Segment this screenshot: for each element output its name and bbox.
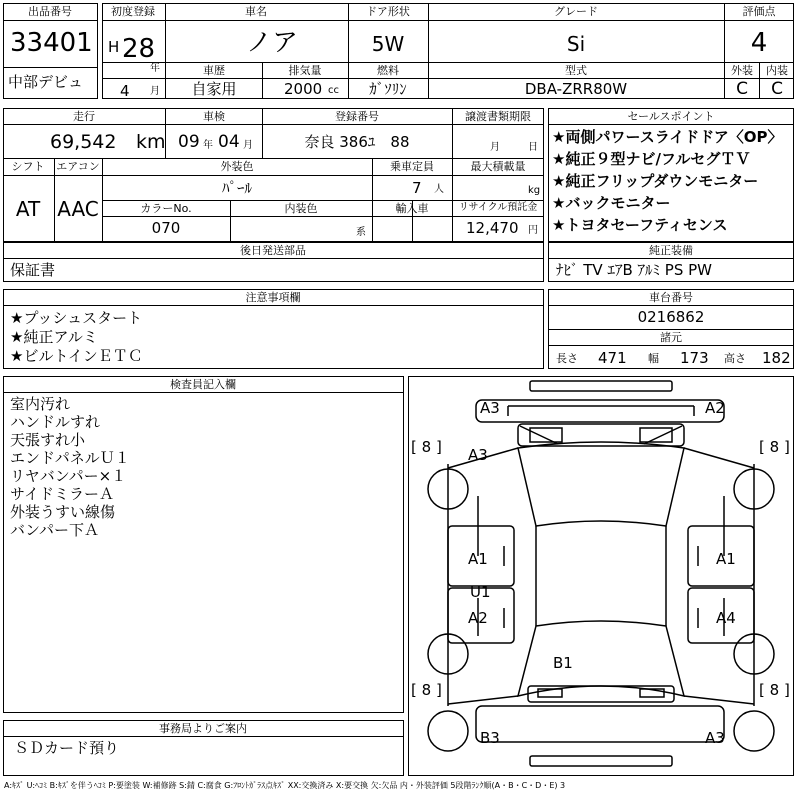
interior-color-unit: 系	[356, 227, 366, 238]
mileage: 69,542	[50, 131, 117, 153]
grade-label: グレード	[554, 5, 598, 18]
venue-name: 中部デビュ	[8, 73, 84, 91]
car-name-label: 車名	[245, 5, 267, 18]
chassis-number: 0216862	[637, 308, 705, 326]
damage-mark: U1	[470, 583, 491, 601]
inspection-label: 車検	[203, 110, 225, 123]
damage-mark: B1	[553, 654, 573, 672]
note-item: ★プッシュスタート	[10, 309, 143, 327]
damage-mark: A2	[468, 609, 488, 627]
damage-mark: A1	[716, 550, 736, 568]
sales-point-item: ★両側パワースライドドア〈OP〉	[552, 128, 783, 146]
recycle-deposit-unit: 円	[528, 225, 538, 236]
damage-mark: A3	[468, 446, 488, 464]
damage-mark: A1	[468, 550, 488, 568]
model-label: 型式	[565, 64, 587, 77]
office-title: 事務局よりご案内	[159, 722, 247, 735]
height-label: 高さ	[724, 352, 746, 365]
notes-title: 注意事項欄	[245, 291, 301, 304]
lot-number: 33401	[10, 28, 93, 58]
fuel-type: ｶﾞｿﾘﾝ	[369, 80, 407, 98]
transfer-deadline-label: 譲渡書類期限	[465, 110, 531, 123]
interior-score: C	[771, 79, 783, 99]
aircon-label: エアコン	[56, 160, 100, 173]
color-number-label: カラーNo.	[140, 202, 192, 215]
fuel-label: 燃料	[377, 64, 399, 77]
displacement-label: 排気量	[288, 64, 322, 77]
length-value: 471	[598, 349, 627, 367]
width-label: 幅	[648, 352, 659, 365]
width-value: 173	[680, 349, 709, 367]
grade: Si	[566, 32, 586, 56]
recycle-deposit-label: リサイクル預託金	[458, 202, 538, 213]
inspector-item: 天張すれ小	[10, 431, 86, 449]
inspector-title: 検査員記入欄	[170, 378, 236, 391]
damage-mark: A2	[705, 399, 725, 417]
registration-year-unit: 年	[150, 63, 160, 74]
exterior-color-label: 外装色	[220, 160, 254, 173]
sales-point-item: ★純正フリップダウンモニター	[552, 172, 759, 190]
inspection-month: 04	[218, 132, 240, 152]
mileage-unit: km	[136, 131, 166, 153]
interior-score-label: 内装	[766, 64, 788, 77]
shift-type: AT	[15, 197, 41, 221]
model-code: DBA-ZRR80W	[524, 80, 628, 98]
registration-month: 4	[120, 82, 130, 100]
sales-point-item: ★トヨタセーフティセンス	[552, 216, 728, 234]
car-name: ノア	[246, 28, 299, 58]
sales-points-title: セールスポイント	[627, 110, 715, 123]
max-load-unit: kg	[528, 185, 541, 196]
sales-point-item: ★バックモニター	[552, 194, 671, 212]
chassis-title: 車台番号	[649, 291, 693, 304]
usage-history: 自家用	[191, 80, 237, 98]
car-damage-diagram	[408, 376, 794, 776]
max-load-label: 最大積載量	[470, 160, 526, 173]
tire-tread-right-front: [ 8 ]	[759, 438, 790, 456]
inspector-item: エンドパネルＵ１	[10, 449, 130, 467]
displacement: 2000	[284, 80, 323, 98]
note-item: ★純正アルミ	[10, 328, 98, 346]
height-value: 182	[762, 349, 791, 367]
transfer-month-unit: 月	[490, 142, 500, 153]
shift-label: シフト	[11, 160, 45, 173]
displacement-unit: cc	[328, 85, 339, 96]
spec-title: 諸元	[660, 331, 682, 344]
registration-month-unit: 月	[150, 86, 160, 97]
interior-color-label: 内装色	[284, 202, 318, 215]
damage-mark: A3	[705, 729, 725, 747]
inspector-item: サイドミラーＡ	[10, 485, 114, 503]
import-label: 輸入車	[395, 202, 429, 215]
exterior-score-label: 外装	[731, 64, 753, 77]
equipment-value: ﾅﾋﾞ TV ｴｱB ｱﾙﾐ PS PW	[556, 261, 712, 279]
inspection-year: 09	[178, 132, 200, 152]
aircon-type: AAC	[57, 197, 99, 221]
inspection-month-unit: 月	[243, 140, 253, 151]
color-number: 070	[151, 219, 181, 237]
door-type: 5W	[371, 32, 405, 56]
transfer-day-unit: 日	[528, 142, 538, 153]
inspector-item: 室内汚れ	[10, 395, 71, 413]
history-label: 車歴	[203, 64, 225, 77]
later-parts-value: 保証書	[10, 261, 56, 279]
recycle-deposit: 12,470	[466, 219, 519, 237]
note-item: ★ビルトインＥＴＣ	[10, 347, 143, 365]
mileage-label: 走行	[73, 110, 95, 123]
inspector-item: ハンドルすれ	[10, 413, 101, 431]
seating-capacity: 7	[412, 179, 422, 197]
first-registration-label: 初度登録	[111, 5, 155, 18]
inspector-item: バンパー下Ａ	[10, 521, 99, 539]
tire-tread-left-front: [ 8 ]	[411, 438, 442, 456]
registration-number: 奈良 386ﾕ 88	[304, 133, 410, 151]
damage-mark: B3	[480, 729, 500, 747]
capacity-unit: 人	[434, 184, 444, 195]
length-label: 長さ	[556, 352, 578, 365]
sales-point-item: ★純正９型ナビ/フルセグＴＶ	[552, 150, 751, 168]
exterior-score: C	[736, 79, 748, 99]
damage-mark: A4	[716, 609, 736, 627]
capacity-label: 乗車定員	[390, 160, 434, 173]
score-label: 評価点	[742, 5, 776, 18]
era-letter: H	[108, 38, 120, 56]
door-label: ドア形状	[366, 5, 410, 18]
inspection-year-unit: 年	[203, 140, 213, 151]
office-note: ＳＤカード預り	[14, 739, 120, 757]
lot-number-label: 出品番号	[28, 5, 72, 18]
later-parts-title: 後日発送部品	[240, 244, 306, 257]
tire-tread-left-rear: [ 8 ]	[411, 681, 442, 699]
registration-number-label: 登録番号	[335, 110, 379, 123]
inspector-item: 外装うすい線傷	[10, 503, 116, 521]
exterior-color: ﾊﾟｰﾙ	[221, 179, 253, 197]
damage-legend: A:ｷｽﾞ U:ﾍｺﾐ B:ｷｽﾞを伴うﾍｺﾐ P:要塗装 W:補修跡 S:錆 C:腐食 G:ﾌﾛﾝﾄｶﾞﾗｽ点ｷｽﾞ XX:交換済み X:要交換 欠:欠品 内・外装評価 5段階ﾗﾝｸ順(A・B・C・D・E) 3	[4, 781, 566, 790]
overall-score: 4	[750, 28, 768, 58]
inspector-item: リヤバンパー×１	[10, 467, 127, 485]
equipment-title: 純正装備	[649, 244, 693, 257]
tire-tread-right-rear: [ 8 ]	[759, 681, 790, 699]
registration-year: 28	[122, 34, 156, 64]
damage-mark: A3	[480, 399, 500, 417]
